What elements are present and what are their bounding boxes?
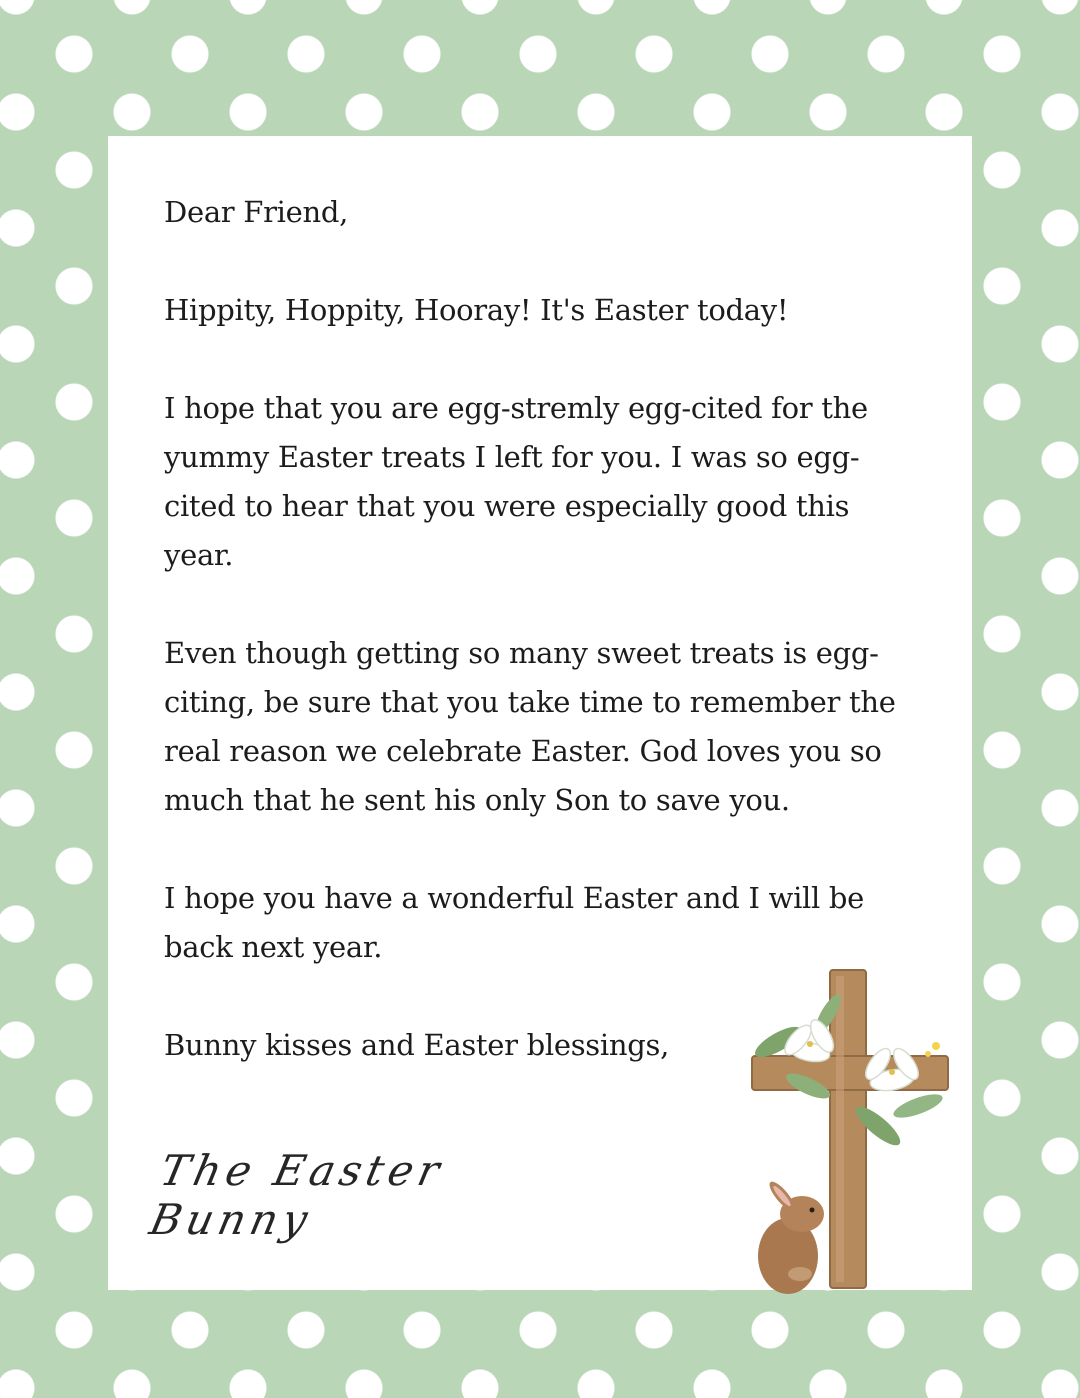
- paragraph-3: Even though getting so many sweet treats is egg-citing, be sure that you take time to remember the real reason we celebrate Easter. God loves you so much that he sent his only Son to save you.: [164, 636, 896, 817]
- letter-sheet: [108, 136, 972, 1290]
- paragraph-2: I hope that you are egg-stremly egg-cited for the yummy Easter treats I left for you. I was so egg-cited to hear that you were especially good this year.: [164, 391, 868, 572]
- paragraph-4: I hope you have a wonderful Easter and I will be back next year.: [164, 881, 865, 964]
- greeting: Dear Friend,: [164, 195, 349, 229]
- signature: The Easter Bunny: [145, 1146, 449, 1244]
- letter-body: [164, 188, 924, 1070]
- closing: Bunny kisses and Easter blessings,: [164, 1028, 669, 1062]
- paragraph-1: Hippity, Hoppity, Hooray! It's Easter today!: [164, 293, 789, 327]
- cross-with-lilies-and-bunny-icon: [728, 956, 968, 1296]
